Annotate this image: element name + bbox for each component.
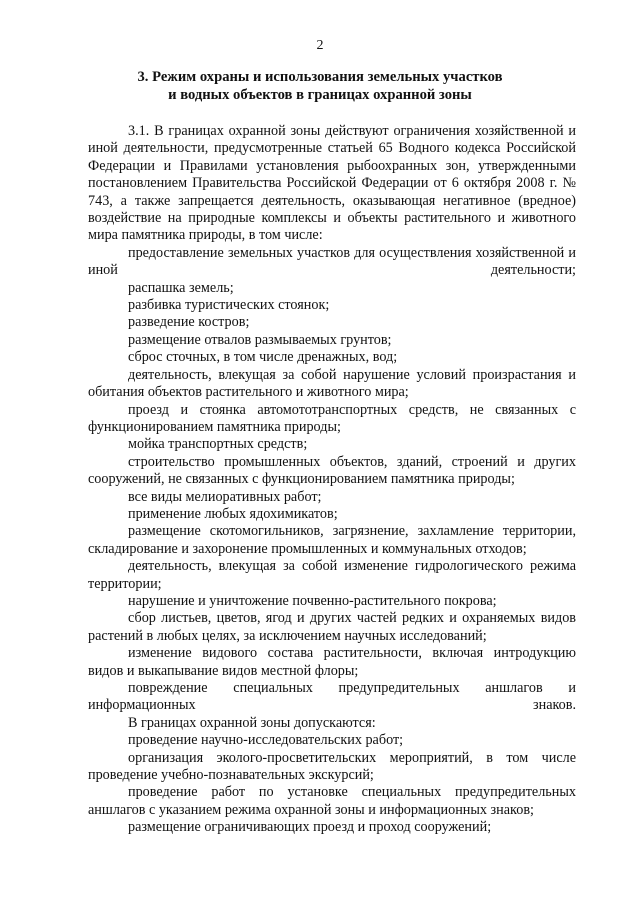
- paragraph-9: проезд и стоянка автомототранспортных средств, не связанных с функционированием памятника природы;: [88, 401, 576, 435]
- paragraph-24: размещение ограничивающих проезд и проход сооружений;: [128, 819, 492, 836]
- paragraph-7: сброс сточных, в том числе дренажных, вод;: [128, 349, 398, 366]
- section-heading-line-1: 3. Режим охраны и использования земельных участков: [137, 69, 503, 85]
- body-text: [88, 123, 576, 837]
- paragraph-6: размещение отвалов размываемых грунтов;: [128, 331, 392, 348]
- paragraph-4: разбивка туристических стоянок;: [128, 297, 330, 314]
- paragraph-10: мойка транспортных средств;: [128, 436, 308, 453]
- paragraph-17: сбор листьев, цветов, ягод и других частей редких и охраняемых видов растений в любых целях, за исключением научных исследований;: [88, 610, 576, 644]
- paragraph-16: нарушение и уничтожение почвенно-растительного покрова;: [128, 592, 497, 609]
- paragraph-13: применение любых ядохимикатов;: [128, 505, 338, 522]
- paragraph-18: изменение видового состава растительности, включая интродукцию видов и выкапывание видов местной флоры;: [88, 645, 576, 679]
- paragraph-20: В границах охранной зоны допускаются:: [128, 714, 376, 731]
- paragraph-12: все виды мелиоративных работ;: [128, 488, 322, 505]
- paragraph-3: распашка земель;: [128, 279, 234, 296]
- paragraph-22: организация эколого-просветительских мероприятий, в том числе проведение учебно-познавательных экскурсий;: [88, 749, 576, 784]
- paragraph-2: предоставление земельных участков для осуществления хозяйственной и иной деятельности;: [88, 244, 576, 279]
- paragraph-5: разведение костров;: [128, 314, 250, 331]
- paragraph-14: размещение скотомогильников, загрязнение, захламление территории, складирование и захоронение промышленных и коммунальных отходов;: [88, 523, 576, 557]
- paragraph-8: деятельность, влекущая за собой нарушение условий произрастания и обитания объектов растительного и животного мира;: [88, 366, 576, 401]
- section-heading-line-2: и водных объектов в границах охранной зоны: [168, 87, 472, 103]
- paragraph-23: проведение работ по установке специальных предупредительных аншлагов с указанием режима охранной зоны и информационных знаков;: [88, 784, 576, 818]
- paragraph-19: повреждение специальных предупредительных аншлагов и информационных знаков.: [88, 680, 576, 714]
- paragraph-15: деятельность, влекущая за собой изменение гидрологического режима территории;: [88, 558, 576, 592]
- paragraph-11: строительство промышленных объектов, зданий, строений и других сооружений, не связанных с функционированием памятника природы;: [88, 453, 576, 488]
- paragraph-21: проведение научно-исследовательских работ;: [128, 732, 404, 749]
- page-number: 2: [316, 38, 324, 53]
- paragraph-1: 3.1. В границах охранной зоны действуют ограничения хозяйственной и иной деятельности, предусмотренные статьей 65 Водного кодекса Российской Федерации и Правилами установления рыбоохранных зон, утвержденными постановлением Правительства Российской Федерации от 6 октября 2008 г. № 743, а также запрещается деятельность, оказывающая негативное (вредное) воздействие на природные комплексы и объекты растительного и животного мира памятника природы, в том числе:: [88, 123, 576, 244]
